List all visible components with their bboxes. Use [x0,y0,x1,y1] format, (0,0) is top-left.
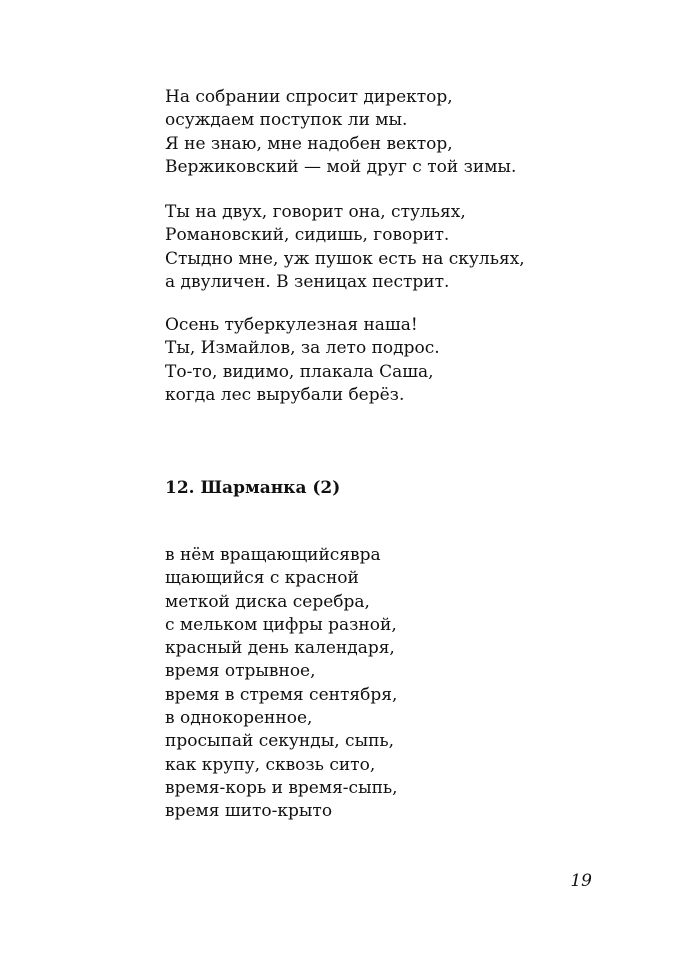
poem-line: время-корь и время-сыпь, [165,777,398,798]
poem-line: осуждаем поступок ли мы. [165,110,408,131]
poem-line: как крупу, сквозь сито, [165,754,376,775]
poem-line: время в стремя сентября, [165,684,398,705]
poem-line: Осень туберкулезная наша! [165,315,418,335]
poem-line: Вержиковский — мой друг с той зимы. [165,156,517,177]
poem-line: На собрании спросит директор, [165,87,453,107]
poem-line: Я не знаю, мне надобен вектор, [165,133,453,154]
poem-line: Стыдно мне, уж пушок есть на скульях, [165,248,525,269]
poem-line: в нём вращающийсявра [165,545,381,565]
poem-line: время шито-крыто [165,801,333,822]
poem-line: меткой диска серебра, [165,591,370,612]
poem-line: Романовский, сидишь, говорит. [165,225,450,246]
poem-12-body [165,544,398,824]
poem-line: красный день календаря, [165,638,395,659]
stanza-3 [165,314,440,407]
poem-title: 12. Шарманка (2) [165,478,341,498]
poem-line: в однокоренное, [165,708,313,729]
poem-line: То-то, видимо, плакала Саша, [165,361,434,382]
poem-line: просыпай секунды, сыпь, [165,731,395,752]
stanza-1 [165,86,516,179]
poem-line: а двуличен. В зеницах пестрит. [165,271,450,292]
poem-line: Ты, Измайлов, за лето подрос. [165,338,440,359]
poem-line: когда лес вырубали берёз. [165,384,405,405]
stanza-2 [165,201,525,294]
poem-line: с мельком цифры разной, [165,614,397,635]
page-number: 19 [570,871,592,891]
poem-line: щающийся с красной [165,568,359,589]
poem-line: Ты на двух, говорит она, стульях, [165,202,466,222]
poem-line: время отрывное, [165,661,316,682]
